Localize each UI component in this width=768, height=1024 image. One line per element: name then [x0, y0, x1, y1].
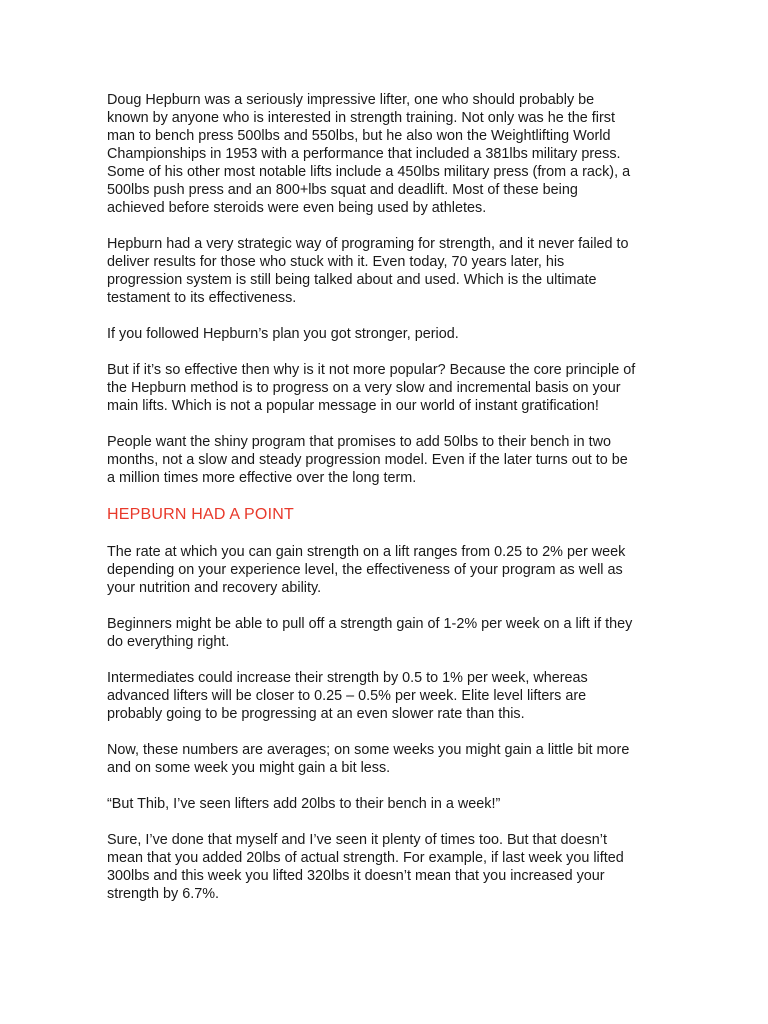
- paragraph: [107, 91, 667, 217]
- text-line: advanced lifters will be closer to 0.25 – 0.5% per week. Elite level lifters are: [107, 688, 587, 704]
- text-line: months, not a slow and steady progression model. Even if the later turns out to be: [107, 452, 628, 468]
- text-line: The rate at which you can gain strength on a lift ranges from 0.25 to 2% per week: [107, 544, 626, 560]
- text-line: Beginners might be able to pull off a strength gain of 1-2% per week on a lift if they: [107, 616, 633, 632]
- text-line: probably going to be progressing at an even slower rate than this.: [107, 706, 525, 722]
- text-line: Sure, I’ve done that myself and I’ve seen it plenty of times too. But that doesn’t: [107, 832, 607, 848]
- section-heading: HEPBURN HAD A POINT: [107, 506, 294, 523]
- text-line: depending on your experience level, the effectiveness of your program as well as: [107, 562, 623, 578]
- text-line: Hepburn had a very strategic way of programing for strength, and it never failed to: [107, 236, 629, 252]
- text-line: man to bench press 500lbs and 550lbs, but he also won the Weightlifting World: [107, 128, 611, 144]
- text-line: Championships in 1953 with a performance that included a 381lbs military press.: [107, 146, 621, 162]
- text-line: do everything right.: [107, 634, 230, 650]
- paragraph: [107, 235, 667, 307]
- paragraph: [107, 741, 667, 777]
- text-line: Now, these numbers are averages; on some weeks you might gain a little bit more: [107, 742, 630, 758]
- text-line: “But Thib, I’ve seen lifters add 20lbs to their bench in a week!”: [107, 796, 501, 812]
- body-section: [107, 543, 667, 903]
- text-line: 300lbs and this week you lifted 320lbs it doesn’t mean that you increased your: [107, 868, 605, 884]
- paragraph: [107, 669, 667, 723]
- paragraph: [107, 831, 667, 903]
- text-line: and on some week you might gain a bit less.: [107, 760, 391, 776]
- paragraph: [107, 615, 667, 651]
- text-line: known by anyone who is interested in strength training. Not only was he the first: [107, 110, 615, 126]
- text-line: testament to its effectiveness.: [107, 290, 297, 306]
- text-line: achieved before steroids were even being used by athletes.: [107, 200, 487, 216]
- text-line: Some of his other most notable lifts include a 450lbs military press (from a rack), a: [107, 164, 631, 180]
- intro-section: [107, 91, 667, 487]
- text-line: People want the shiny program that promises to add 50lbs to their bench in two: [107, 434, 611, 450]
- text-line: Intermediates could increase their strength by 0.5 to 1% per week, whereas: [107, 670, 588, 686]
- paragraph: [107, 795, 667, 813]
- text-line: 500lbs push press and an 800+lbs squat and deadlift. Most of these being: [107, 182, 578, 198]
- paragraph: [107, 433, 667, 487]
- text-line: mean that you added 20lbs of actual strength. For example, if last week you lifted: [107, 850, 624, 866]
- document-page: [107, 91, 667, 921]
- text-line: progression system is still being talked about and used. Which is the ultimate: [107, 272, 597, 288]
- text-line: strength by 6.7%.: [107, 886, 219, 902]
- paragraph: [107, 325, 667, 343]
- paragraph: [107, 543, 667, 597]
- text-line: If you followed Hepburn’s plan you got stronger, period.: [107, 326, 459, 342]
- text-line: Doug Hepburn was a seriously impressive lifter, one who should probably be: [107, 92, 595, 108]
- text-line: a million times more effective over the long term.: [107, 470, 417, 486]
- paragraph: [107, 361, 667, 415]
- text-line: deliver results for those who stuck with it. Even today, 70 years later, his: [107, 254, 565, 270]
- text-line: the Hepburn method is to progress on a very slow and incremental basis on your: [107, 380, 621, 396]
- text-line: your nutrition and recovery ability.: [107, 580, 322, 596]
- text-line: main lifts. Which is not a popular message in our world of instant gratification!: [107, 398, 599, 414]
- text-line: But if it’s so effective then why is it not more popular? Because the core principle of: [107, 362, 636, 378]
